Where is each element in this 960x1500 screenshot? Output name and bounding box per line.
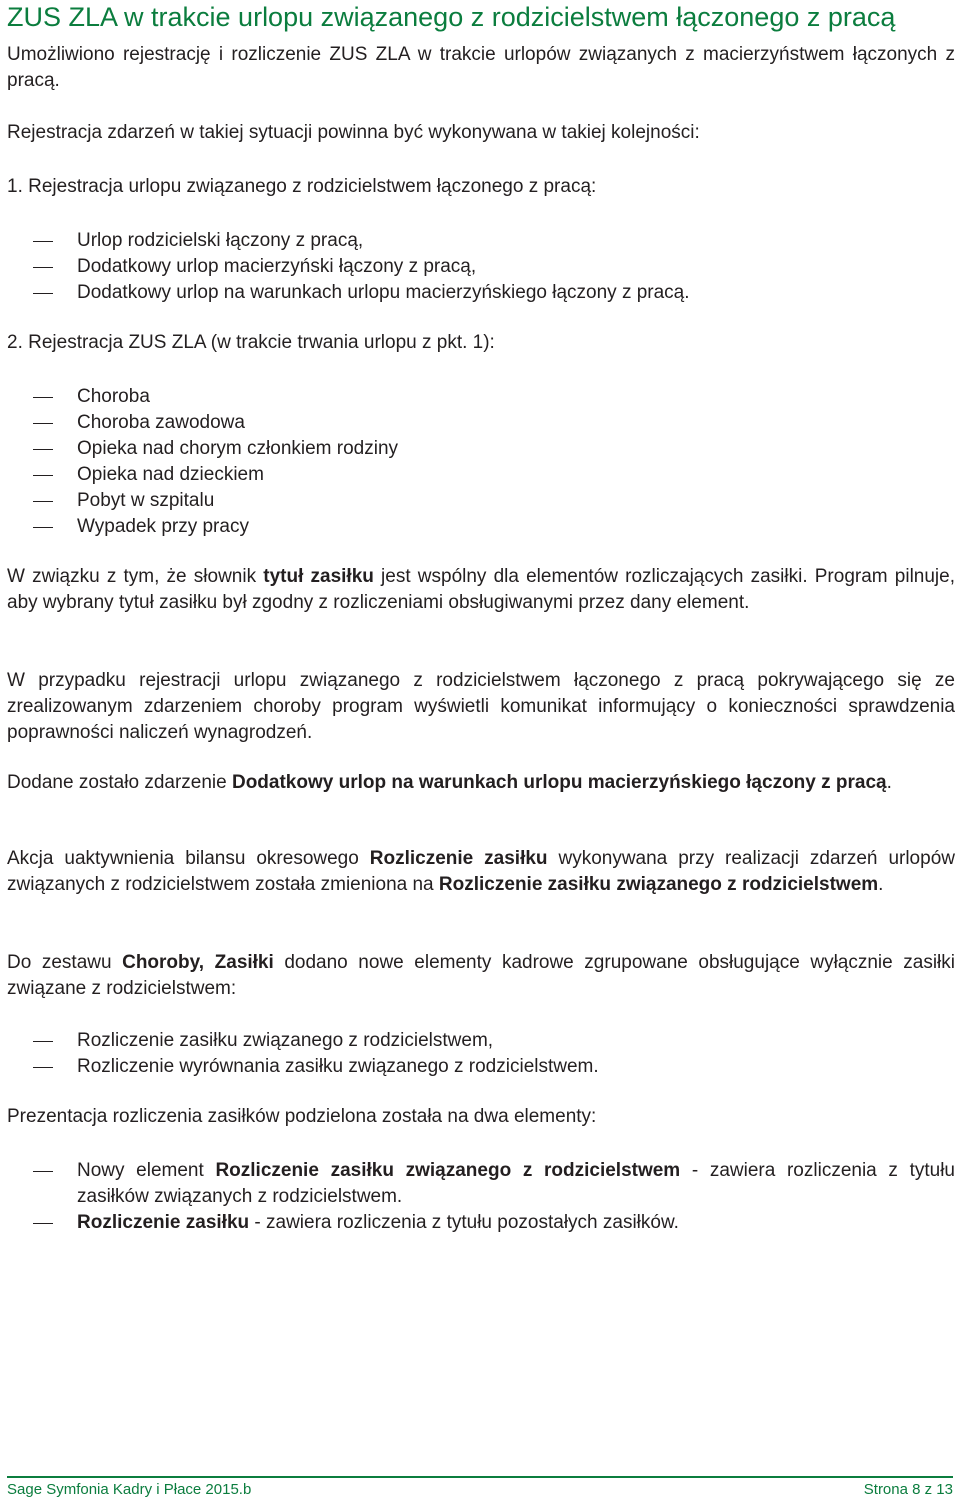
list-item-text: Rozliczenie wyrównania zasiłku związanego z rodzicielstwem. (77, 1056, 599, 1077)
list-item (7, 514, 955, 540)
set-text-pre: Do zestawu (7, 952, 123, 973)
dictionary-paragraph (7, 564, 955, 616)
added-event-name: Dodatkowy urlop na warunkach urlopu macierzyńskiego łączony z pracą (231, 772, 887, 793)
balance-text-mid: wykonywana przy realizacji zdarzeń urlopów związanych z rodzicielstwem została zmieniona na (7, 848, 955, 895)
balance-old-name: Rozliczenie zasiłku (369, 848, 548, 869)
dash-bullet-icon (33, 423, 53, 424)
added-text-pre: Dodane zostało zdarzenie (7, 772, 232, 793)
list-item (7, 254, 955, 280)
element-name: Rozliczenie zasiłku związanego z rodzicielstwem (215, 1160, 681, 1181)
overlap-text: W przypadku rejestracji urlopu związanego z rodzicielstwem łączonego z pracą pokrywającego się ze zrealizowanym zdarzeniem choroby program wyświetli komunikat informujący o konieczności sprawdzenia poprawności naliczeń wynagrodzeń. (7, 670, 955, 743)
presentation-text: Prezentacja rozliczenia zasiłków podzielona została na dwa elementy: (7, 1106, 597, 1127)
set-paragraph (7, 950, 955, 1002)
order-paragraph (7, 120, 955, 146)
set-text-post: dodano nowe elementy kadrowe zgrupowane obsługujące wyłącznie zasiłki związane z rodzicielstwem: (7, 952, 955, 999)
dash-bullet-icon (33, 1041, 53, 1042)
order-text: Rejestracja zdarzeń w takiej sytuacji powinna być wykonywana w takiej kolejności: (7, 122, 700, 143)
list-item-text: Rozliczenie zasiłku związanego z rodzicielstwem, (77, 1030, 494, 1051)
added-text-post: . (886, 772, 892, 793)
list-item (7, 280, 955, 306)
list-item-text: Choroba zawodowa (77, 412, 245, 433)
list-item (7, 1158, 955, 1210)
set-items-list (7, 1028, 955, 1080)
dash-bullet-icon (33, 527, 53, 528)
list-item (7, 1054, 955, 1080)
balance-text-pre: Akcja uaktywnienia bilansu okresowego (7, 848, 370, 869)
list-item-text: Choroba (77, 386, 150, 407)
presentation-paragraph (7, 1104, 955, 1130)
dash-bullet-icon (33, 1223, 53, 1224)
list-item-text: Dodatkowy urlop macierzyński łączony z pracą, (77, 256, 477, 277)
balance-text-post: . (878, 874, 884, 895)
dash-bullet-icon (33, 1067, 53, 1068)
step-1-list (7, 228, 955, 306)
list-item (7, 1210, 955, 1236)
list-item-text: Wypadek przy pracy (77, 516, 249, 537)
balance-new-name: Rozliczenie zasiłku związanego z rodzicielstwem (438, 874, 879, 895)
step-2-list (7, 384, 955, 540)
intro-text: Umożliwiono rejestrację i rozliczenie ZUS ZLA w trakcie urlopów związanych z macierzyństwem łączonych z pracą. (7, 44, 955, 91)
list-item-text-pre: Nowy element (77, 1160, 216, 1181)
list-item (7, 410, 955, 436)
overlap-paragraph (7, 668, 955, 746)
list-item-text: Opieka nad chorym członkiem rodziny (77, 438, 399, 459)
dash-bullet-icon (33, 397, 53, 398)
step-2-heading: 2. Rejestracja ZUS ZLA (w trakcie trwania urlopu z pkt. 1): (7, 332, 495, 353)
dash-bullet-icon (33, 501, 53, 502)
list-item-text-post: - zawiera rozliczenia z tytułu zasiłków związanych z rodzicielstwem. (77, 1160, 955, 1207)
list-item (7, 384, 955, 410)
list-item-text-post: - zawiera rozliczenia z tytułu pozostałych zasiłków. (249, 1212, 679, 1233)
list-item (7, 436, 955, 462)
list-item (7, 488, 955, 514)
dash-bullet-icon (33, 293, 53, 294)
dictionary-term: tytuł zasiłku (263, 566, 374, 587)
dash-bullet-icon (33, 449, 53, 450)
presentation-list (7, 1158, 955, 1236)
list-item (7, 228, 955, 254)
list-item-text: Urlop rodzicielski łączony z pracą, (77, 230, 364, 251)
step-1-heading: 1. Rejestracja urlopu związanego z rodzicielstwem łączonego z pracą: (7, 176, 597, 197)
added-event-paragraph (7, 770, 955, 796)
dictionary-text-pre: W związku z tym, że słownik (7, 566, 264, 587)
list-item-text: Opieka nad dzieckiem (77, 464, 264, 485)
dash-bullet-icon (33, 475, 53, 476)
footer-page-number: Strona 8 z 13 (863, 1481, 953, 1498)
intro-paragraph (7, 42, 955, 94)
balance-paragraph (7, 846, 955, 898)
list-item-text: Pobyt w szpitalu (77, 490, 215, 511)
dash-bullet-icon (33, 1171, 53, 1172)
list-item-text: Dodatkowy urlop na warunkach urlopu macierzyńskiego łączony z pracą. (77, 282, 690, 303)
page-title: ZUS ZLA w trakcie urlopu związanego z rodzicielstwem łączonego z pracą (7, 2, 896, 32)
set-name: Choroby, Zasiłki (122, 952, 274, 973)
page-footer (7, 1476, 953, 1498)
element-name: Rozliczenie zasiłku (77, 1212, 250, 1233)
footer-product-name: Sage Symfonia Kadry i Płace 2015.b (7, 1481, 252, 1498)
list-item (7, 1028, 955, 1054)
dictionary-text-post: jest wspólny dla elementów rozliczających zasiłki. Program pilnuje, aby wybrany tytuł zasiłku był zgodny z rozliczeniami obsługiwanymi przez dany element. (7, 566, 955, 613)
list-item (7, 462, 955, 488)
dash-bullet-icon (33, 241, 53, 242)
dash-bullet-icon (33, 267, 53, 268)
